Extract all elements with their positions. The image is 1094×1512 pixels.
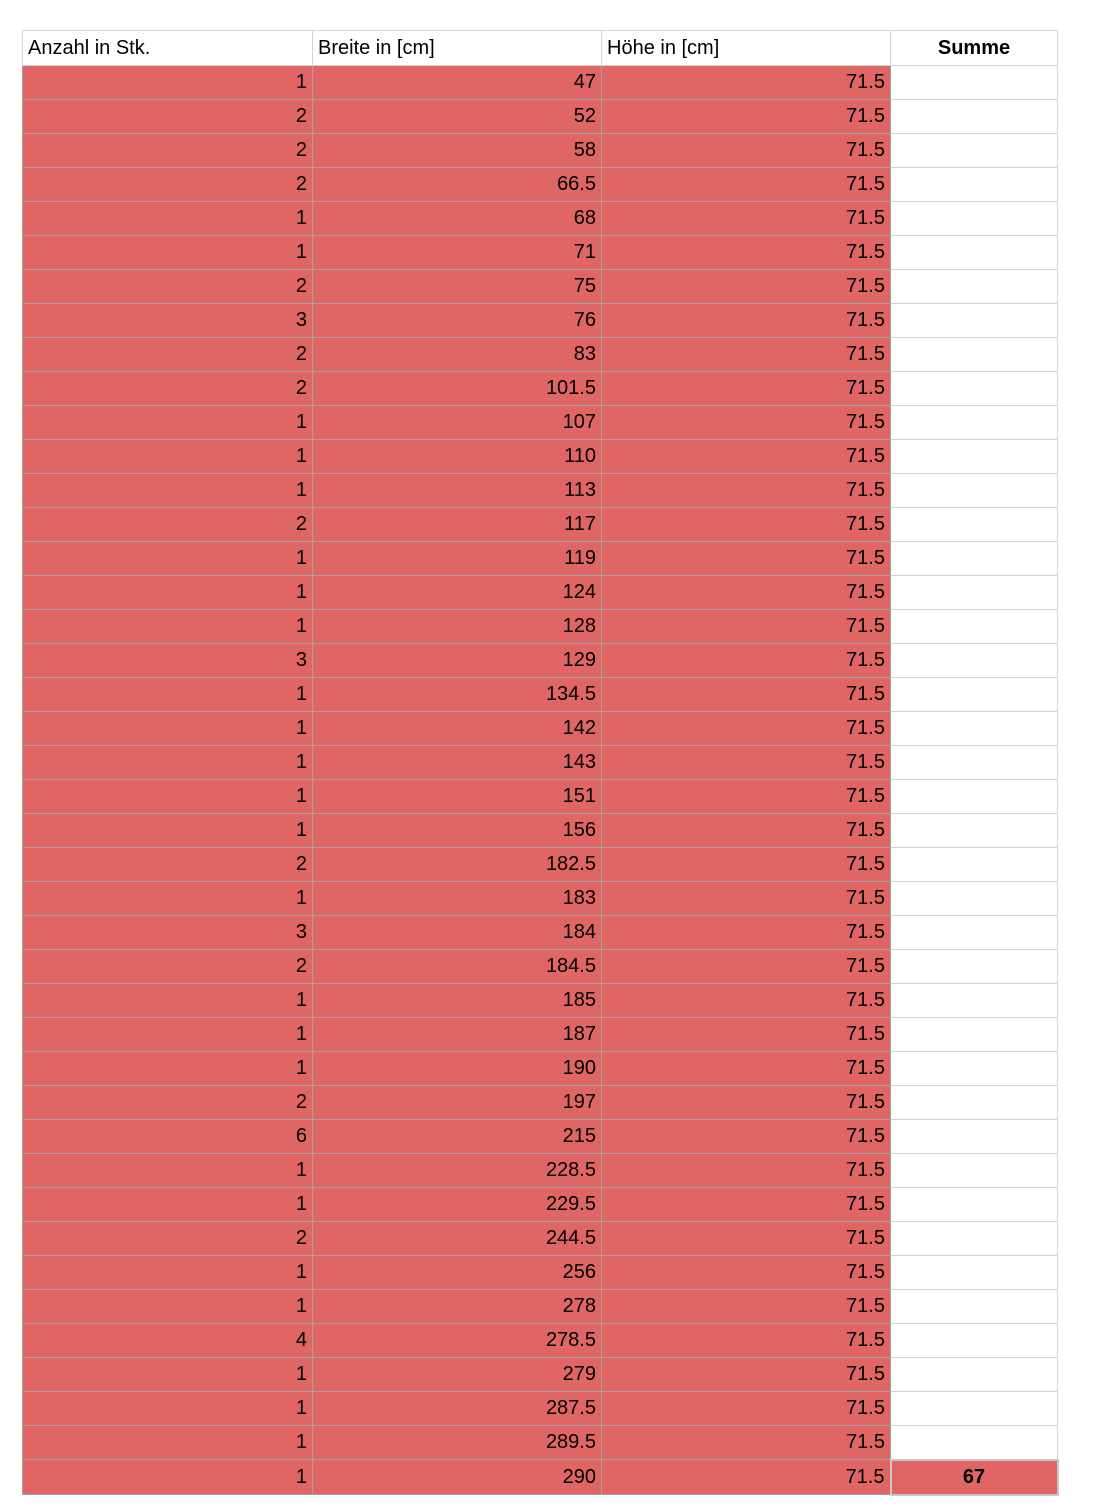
count-cell[interactable]: 1	[23, 712, 313, 746]
sum-cell[interactable]	[891, 814, 1058, 848]
width-cell[interactable]: 66.5	[313, 168, 602, 202]
count-cell[interactable]: 2	[23, 100, 313, 134]
table-row	[23, 134, 1058, 168]
spreadsheet-table	[22, 30, 1059, 1496]
sum-cell[interactable]	[891, 1290, 1058, 1324]
sum-total-cell[interactable]: 67	[891, 1460, 1058, 1495]
height-cell[interactable]: 71.5	[602, 1290, 891, 1324]
count-cell[interactable]: 1	[23, 1460, 313, 1495]
count-cell[interactable]: 1	[23, 542, 313, 576]
width-cell[interactable]: 229.5	[313, 1188, 602, 1222]
height-cell[interactable]: 71.5	[602, 1324, 891, 1358]
count-cell[interactable]: 1	[23, 1052, 313, 1086]
height-cell[interactable]: 71.5	[602, 1460, 891, 1495]
table-row	[23, 950, 1058, 984]
table-row	[23, 848, 1058, 882]
height-cell[interactable]: 71.5	[602, 66, 891, 100]
table-row	[23, 372, 1058, 406]
sum-cell[interactable]	[891, 1358, 1058, 1392]
height-cell[interactable]: 71.5	[602, 610, 891, 644]
table-row	[23, 338, 1058, 372]
width-cell[interactable]: 71	[313, 236, 602, 270]
sum-cell[interactable]	[891, 780, 1058, 814]
sum-cell[interactable]	[891, 984, 1058, 1018]
count-cell[interactable]: 2	[23, 270, 313, 304]
height-cell[interactable]: 71.5	[602, 270, 891, 304]
sum-cell[interactable]	[891, 644, 1058, 678]
sum-cell[interactable]	[891, 372, 1058, 406]
table-row	[23, 712, 1058, 746]
table-row	[23, 882, 1058, 916]
sum-cell[interactable]	[891, 168, 1058, 202]
sum-cell[interactable]	[891, 508, 1058, 542]
width-cell[interactable]: 83	[313, 338, 602, 372]
table-row	[23, 1188, 1058, 1222]
count-cell[interactable]: 1	[23, 1392, 313, 1426]
table-row	[23, 1052, 1058, 1086]
width-cell[interactable]: 190	[313, 1052, 602, 1086]
width-cell[interactable]: 134.5	[313, 678, 602, 712]
table-row	[23, 270, 1058, 304]
height-cell[interactable]: 71.5	[602, 304, 891, 338]
sum-cell[interactable]	[891, 542, 1058, 576]
width-cell[interactable]: 256	[313, 1256, 602, 1290]
count-cell[interactable]: 1	[23, 814, 313, 848]
width-cell[interactable]: 228.5	[313, 1154, 602, 1188]
width-cell[interactable]: 215	[313, 1120, 602, 1154]
sum-cell[interactable]	[891, 916, 1058, 950]
table-row	[23, 1358, 1058, 1392]
table-row	[23, 202, 1058, 236]
sum-cell[interactable]	[891, 1052, 1058, 1086]
width-cell[interactable]: 187	[313, 1018, 602, 1052]
count-cell[interactable]: 2	[23, 134, 313, 168]
height-cell[interactable]: 71.5	[602, 372, 891, 406]
count-cell[interactable]: 1	[23, 882, 313, 916]
sum-cell[interactable]	[891, 66, 1058, 100]
width-cell[interactable]: 119	[313, 542, 602, 576]
count-cell[interactable]: 3	[23, 644, 313, 678]
sum-cell[interactable]	[891, 610, 1058, 644]
sum-cell[interactable]	[891, 1392, 1058, 1426]
count-cell[interactable]: 2	[23, 950, 313, 984]
height-cell[interactable]: 71.5	[602, 950, 891, 984]
height-cell[interactable]: 71.5	[602, 474, 891, 508]
sum-cell[interactable]	[891, 134, 1058, 168]
header-height[interactable]: Höhe in [cm]	[602, 31, 891, 66]
table-row	[23, 678, 1058, 712]
count-cell[interactable]: 2	[23, 372, 313, 406]
table-body	[23, 66, 1058, 1495]
sum-cell[interactable]	[891, 440, 1058, 474]
height-cell[interactable]: 71.5	[602, 406, 891, 440]
sum-cell[interactable]	[891, 1120, 1058, 1154]
height-cell[interactable]: 71.5	[602, 1086, 891, 1120]
height-cell[interactable]: 71.5	[602, 1188, 891, 1222]
table-row	[23, 780, 1058, 814]
width-cell[interactable]: 156	[313, 814, 602, 848]
sum-cell[interactable]	[891, 1154, 1058, 1188]
count-cell[interactable]: 1	[23, 678, 313, 712]
count-cell[interactable]: 1	[23, 576, 313, 610]
height-cell[interactable]: 71.5	[602, 1222, 891, 1256]
sum-cell[interactable]	[891, 270, 1058, 304]
count-cell[interactable]: 1	[23, 1188, 313, 1222]
sum-cell[interactable]	[891, 202, 1058, 236]
width-cell[interactable]: 47	[313, 66, 602, 100]
count-cell[interactable]: 1	[23, 1358, 313, 1392]
count-cell[interactable]: 1	[23, 1426, 313, 1460]
count-cell[interactable]: 1	[23, 202, 313, 236]
height-cell[interactable]: 71.5	[602, 780, 891, 814]
count-cell[interactable]: 1	[23, 780, 313, 814]
count-cell[interactable]: 1	[23, 440, 313, 474]
table-row	[23, 542, 1058, 576]
width-cell[interactable]: 184.5	[313, 950, 602, 984]
table-row	[23, 576, 1058, 610]
header-sum[interactable]: Summe	[891, 31, 1058, 66]
count-cell[interactable]: 1	[23, 1018, 313, 1052]
table-row	[23, 746, 1058, 780]
width-cell[interactable]: 113	[313, 474, 602, 508]
sum-cell[interactable]	[891, 882, 1058, 916]
height-cell[interactable]: 71.5	[602, 1358, 891, 1392]
width-cell[interactable]: 287.5	[313, 1392, 602, 1426]
width-cell[interactable]: 197	[313, 1086, 602, 1120]
sum-cell[interactable]	[891, 1188, 1058, 1222]
height-cell[interactable]: 71.5	[602, 984, 891, 1018]
height-cell[interactable]: 71.5	[602, 1426, 891, 1460]
sum-cell[interactable]	[891, 712, 1058, 746]
count-cell[interactable]: 1	[23, 1256, 313, 1290]
table-row	[23, 1256, 1058, 1290]
count-cell[interactable]: 2	[23, 168, 313, 202]
header-width[interactable]: Breite in [cm]	[313, 31, 602, 66]
height-cell[interactable]: 71.5	[602, 882, 891, 916]
width-cell[interactable]: 110	[313, 440, 602, 474]
width-cell[interactable]: 244.5	[313, 1222, 602, 1256]
sum-cell[interactable]	[891, 236, 1058, 270]
width-cell[interactable]: 278	[313, 1290, 602, 1324]
count-cell[interactable]: 3	[23, 916, 313, 950]
count-cell[interactable]: 2	[23, 848, 313, 882]
count-cell[interactable]: 4	[23, 1324, 313, 1358]
height-cell[interactable]: 71.5	[602, 338, 891, 372]
height-cell[interactable]: 71.5	[602, 848, 891, 882]
table-row	[23, 1018, 1058, 1052]
table-row	[23, 474, 1058, 508]
table-row	[23, 304, 1058, 338]
height-cell[interactable]: 71.5	[602, 508, 891, 542]
width-cell[interactable]: 75	[313, 270, 602, 304]
height-cell[interactable]: 71.5	[602, 916, 891, 950]
width-cell[interactable]: 182.5	[313, 848, 602, 882]
sum-cell[interactable]	[891, 474, 1058, 508]
height-cell[interactable]: 71.5	[602, 1154, 891, 1188]
height-cell[interactable]: 71.5	[602, 814, 891, 848]
table-row	[23, 406, 1058, 440]
height-cell[interactable]: 71.5	[602, 746, 891, 780]
sum-cell[interactable]	[891, 338, 1058, 372]
width-cell[interactable]: 183	[313, 882, 602, 916]
table-row	[23, 66, 1058, 100]
header-row	[23, 31, 1058, 66]
table-row	[23, 1324, 1058, 1358]
table-row	[23, 644, 1058, 678]
sum-cell[interactable]	[891, 304, 1058, 338]
count-cell[interactable]: 3	[23, 304, 313, 338]
count-cell[interactable]: 1	[23, 236, 313, 270]
table-row	[23, 1426, 1058, 1460]
table-row	[23, 1392, 1058, 1426]
sum-cell[interactable]	[891, 848, 1058, 882]
height-cell[interactable]: 71.5	[602, 1018, 891, 1052]
table-row	[23, 168, 1058, 202]
width-cell[interactable]: 52	[313, 100, 602, 134]
width-cell[interactable]: 184	[313, 916, 602, 950]
width-cell[interactable]: 58	[313, 134, 602, 168]
width-cell[interactable]: 76	[313, 304, 602, 338]
width-cell[interactable]: 278.5	[313, 1324, 602, 1358]
width-cell[interactable]: 128	[313, 610, 602, 644]
table-row	[23, 100, 1058, 134]
height-cell[interactable]: 71.5	[602, 1392, 891, 1426]
height-cell[interactable]: 71.5	[602, 712, 891, 746]
sum-cell[interactable]	[891, 1324, 1058, 1358]
width-cell[interactable]: 185	[313, 984, 602, 1018]
table-row	[23, 1290, 1058, 1324]
sum-cell[interactable]	[891, 1256, 1058, 1290]
width-cell[interactable]: 107	[313, 406, 602, 440]
count-cell[interactable]: 6	[23, 1120, 313, 1154]
height-cell[interactable]: 71.5	[602, 168, 891, 202]
count-cell[interactable]: 2	[23, 1222, 313, 1256]
height-cell[interactable]: 71.5	[602, 644, 891, 678]
height-cell[interactable]: 71.5	[602, 542, 891, 576]
width-cell[interactable]: 151	[313, 780, 602, 814]
table-row	[23, 984, 1058, 1018]
table-row	[23, 508, 1058, 542]
table-row	[23, 916, 1058, 950]
height-cell[interactable]: 71.5	[602, 576, 891, 610]
table-row	[23, 610, 1058, 644]
count-cell[interactable]: 1	[23, 406, 313, 440]
height-cell[interactable]: 71.5	[602, 202, 891, 236]
width-cell[interactable]: 279	[313, 1358, 602, 1392]
table-row	[23, 814, 1058, 848]
width-cell[interactable]: 143	[313, 746, 602, 780]
width-cell[interactable]: 129	[313, 644, 602, 678]
sum-cell[interactable]	[891, 100, 1058, 134]
sum-cell[interactable]	[891, 678, 1058, 712]
table-row	[23, 440, 1058, 474]
width-cell[interactable]: 142	[313, 712, 602, 746]
sum-cell[interactable]	[891, 1086, 1058, 1120]
sum-cell[interactable]	[891, 950, 1058, 984]
width-cell[interactable]: 124	[313, 576, 602, 610]
sum-cell[interactable]	[891, 1018, 1058, 1052]
table-row	[23, 1120, 1058, 1154]
count-cell[interactable]: 1	[23, 1290, 313, 1324]
sum-cell[interactable]	[891, 1426, 1058, 1460]
count-cell[interactable]: 1	[23, 474, 313, 508]
count-cell[interactable]: 1	[23, 984, 313, 1018]
table-row	[23, 1222, 1058, 1256]
table-row	[23, 1086, 1058, 1120]
sum-cell[interactable]	[891, 746, 1058, 780]
height-cell[interactable]: 71.5	[602, 236, 891, 270]
count-cell[interactable]: 1	[23, 1154, 313, 1188]
height-cell[interactable]: 71.5	[602, 678, 891, 712]
count-cell[interactable]: 2	[23, 1086, 313, 1120]
count-cell[interactable]: 1	[23, 66, 313, 100]
table-row	[23, 236, 1058, 270]
count-cell[interactable]: 1	[23, 746, 313, 780]
width-cell[interactable]: 68	[313, 202, 602, 236]
height-cell[interactable]: 71.5	[602, 1120, 891, 1154]
width-cell[interactable]: 290	[313, 1460, 602, 1495]
sum-cell[interactable]	[891, 406, 1058, 440]
table-row	[23, 1154, 1058, 1188]
width-cell[interactable]: 101.5	[313, 372, 602, 406]
count-cell[interactable]: 2	[23, 508, 313, 542]
count-cell[interactable]: 2	[23, 338, 313, 372]
height-cell[interactable]: 71.5	[602, 1256, 891, 1290]
header-count[interactable]: Anzahl in Stk.	[23, 31, 313, 66]
sum-cell[interactable]	[891, 576, 1058, 610]
width-cell[interactable]: 289.5	[313, 1426, 602, 1460]
table-row	[23, 1460, 1058, 1495]
height-cell[interactable]: 71.5	[602, 100, 891, 134]
height-cell[interactable]: 71.5	[602, 440, 891, 474]
height-cell[interactable]: 71.5	[602, 1052, 891, 1086]
sum-cell[interactable]	[891, 1222, 1058, 1256]
height-cell[interactable]: 71.5	[602, 134, 891, 168]
count-cell[interactable]: 1	[23, 610, 313, 644]
width-cell[interactable]: 117	[313, 508, 602, 542]
